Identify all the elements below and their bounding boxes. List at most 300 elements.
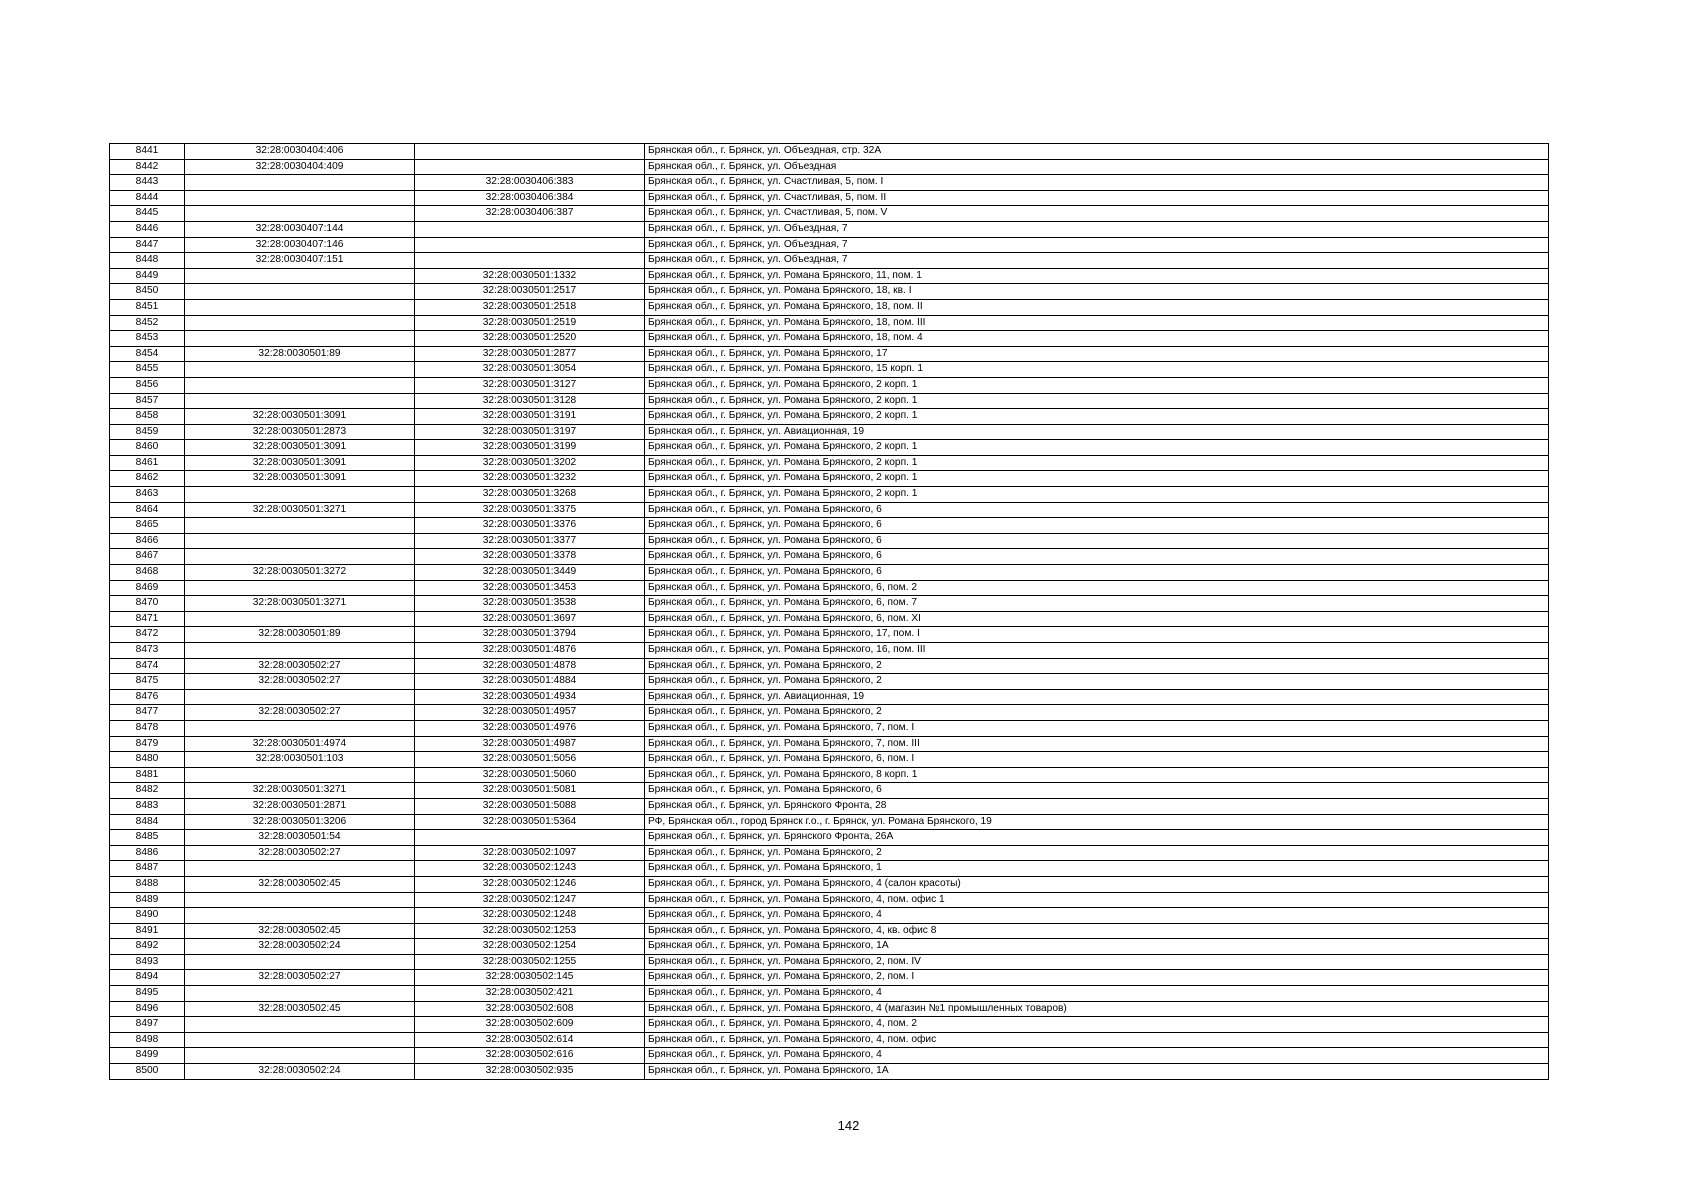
table-row — [110, 315, 1549, 331]
row-number-cell: 8456 — [110, 377, 185, 393]
table-row — [110, 908, 1549, 924]
row-number-cell: 8457 — [110, 393, 185, 409]
address-cell: Брянская обл., г. Брянск, ул. Брянского Фронта, 28 — [645, 798, 1549, 814]
row-number-cell: 8442 — [110, 159, 185, 175]
parent-cadastral-number-cell: 32:28:0030501:3091 — [185, 455, 415, 471]
parent-cadastral-number-cell: 32:28:0030501:3091 — [185, 440, 415, 456]
table-row — [110, 845, 1549, 861]
parent-cadastral-number-cell: 32:28:0030501:3271 — [185, 502, 415, 518]
table-row — [110, 954, 1549, 970]
parent-cadastral-number-cell: 32:28:0030501:3091 — [185, 471, 415, 487]
address-cell: Брянская обл., г. Брянск, ул. Романа Брянского, 4, кв. офис 8 — [645, 923, 1549, 939]
parent-cadastral-number-cell — [185, 206, 415, 222]
parent-cadastral-number-cell: 32:28:0030502:27 — [185, 658, 415, 674]
cadastral-number-cell: 32:28:0030502:1247 — [415, 892, 645, 908]
address-cell: Брянская обл., г. Брянск, ул. Романа Брянского, 2, пом. IV — [645, 954, 1549, 970]
cadastral-number-cell: 32:28:0030501:5364 — [415, 814, 645, 830]
row-number-cell: 8487 — [110, 861, 185, 877]
cadastral-number-cell: 32:28:0030501:5060 — [415, 767, 645, 783]
parent-cadastral-number-cell: 32:28:0030501:89 — [185, 627, 415, 643]
address-cell: Брянская обл., г. Брянск, ул. Объездная, 7 — [645, 253, 1549, 269]
address-cell: РФ, Брянская обл., город Брянск г.о., г. Брянск, ул. Романа Брянского, 19 — [645, 814, 1549, 830]
cadastral-number-cell: 32:28:0030501:2877 — [415, 346, 645, 362]
table-row — [110, 876, 1549, 892]
table-row — [110, 767, 1549, 783]
row-number-cell: 8475 — [110, 674, 185, 690]
cadastral-number-cell: 32:28:0030501:5081 — [415, 783, 645, 799]
parent-cadastral-number-cell — [185, 487, 415, 503]
row-number-cell: 8449 — [110, 268, 185, 284]
table-row — [110, 284, 1549, 300]
row-number-cell: 8492 — [110, 939, 185, 955]
cadastral-number-cell: 32:28:0030501:4934 — [415, 689, 645, 705]
row-number-cell: 8490 — [110, 908, 185, 924]
parent-cadastral-number-cell — [185, 689, 415, 705]
address-cell: Брянская обл., г. Брянск, ул. Романа Брянского, 8 корп. 1 — [645, 767, 1549, 783]
address-cell: Брянская обл., г. Брянск, ул. Романа Брянского, 1А — [645, 1064, 1549, 1080]
table-row — [110, 268, 1549, 284]
table-row — [110, 206, 1549, 222]
address-cell: Брянская обл., г. Брянск, ул. Романа Брянского, 4 — [645, 908, 1549, 924]
table-row — [110, 736, 1549, 752]
parent-cadastral-number-cell — [185, 549, 415, 565]
row-number-cell: 8458 — [110, 409, 185, 425]
parent-cadastral-number-cell — [185, 377, 415, 393]
row-number-cell: 8493 — [110, 954, 185, 970]
cadastral-number-cell: 32:28:0030501:5056 — [415, 752, 645, 768]
table-row — [110, 377, 1549, 393]
table-row — [110, 939, 1549, 955]
table-row — [110, 424, 1549, 440]
row-number-cell: 8455 — [110, 362, 185, 378]
cadastral-number-cell: 32:28:0030502:609 — [415, 1017, 645, 1033]
cadastral-number-cell: 32:28:0030501:2518 — [415, 299, 645, 315]
address-cell: Брянская обл., г. Брянск, ул. Объездная, 7 — [645, 237, 1549, 253]
address-cell: Брянская обл., г. Брянск, ул. Романа Брянского, 4, пом. 2 — [645, 1017, 1549, 1033]
cadastral-number-cell: 32:28:0030501:2519 — [415, 315, 645, 331]
parent-cadastral-number-cell — [185, 175, 415, 191]
address-cell: Брянская обл., г. Брянск, ул. Романа Брянского, 2 корп. 1 — [645, 455, 1549, 471]
parent-cadastral-number-cell — [185, 299, 415, 315]
parent-cadastral-number-cell: 32:28:0030502:24 — [185, 1064, 415, 1080]
address-cell: Брянская обл., г. Брянск, ул. Романа Брянского, 1 — [645, 861, 1549, 877]
table-row — [110, 720, 1549, 736]
row-number-cell: 8476 — [110, 689, 185, 705]
cadastral-number-cell: 32:28:0030502:1255 — [415, 954, 645, 970]
table-row — [110, 440, 1549, 456]
table-row — [110, 611, 1549, 627]
parent-cadastral-number-cell — [185, 986, 415, 1002]
cadastral-number-cell: 32:28:0030501:3191 — [415, 409, 645, 425]
row-number-cell: 8488 — [110, 876, 185, 892]
cadastral-number-cell — [415, 253, 645, 269]
address-cell: Брянская обл., г. Брянск, ул. Романа Брянского, 2 корп. 1 — [645, 377, 1549, 393]
row-number-cell: 8472 — [110, 627, 185, 643]
address-cell: Брянская обл., г. Брянск, ул. Романа Брянского, 11, пом. 1 — [645, 268, 1549, 284]
parent-cadastral-number-cell: 32:28:0030501:3272 — [185, 565, 415, 581]
row-number-cell: 8464 — [110, 502, 185, 518]
row-number-cell: 8454 — [110, 346, 185, 362]
row-number-cell: 8447 — [110, 237, 185, 253]
cadastral-number-cell: 32:28:0030501:3128 — [415, 393, 645, 409]
row-number-cell: 8485 — [110, 830, 185, 846]
address-cell: Брянская обл., г. Брянск, ул. Романа Брянского, 15 корп. 1 — [645, 362, 1549, 378]
table-row — [110, 455, 1549, 471]
row-number-cell: 8491 — [110, 923, 185, 939]
address-cell: Брянская обл., г. Брянск, ул. Романа Брянского, 2 корп. 1 — [645, 393, 1549, 409]
address-cell: Брянская обл., г. Брянск, ул. Романа Брянского, 18, кв. I — [645, 284, 1549, 300]
table-row — [110, 658, 1549, 674]
address-cell: Брянская обл., г. Брянск, ул. Романа Брянского, 7, пом. III — [645, 736, 1549, 752]
address-cell: Брянская обл., г. Брянск, ул. Романа Брянского, 7, пом. I — [645, 720, 1549, 736]
table-row — [110, 487, 1549, 503]
parent-cadastral-number-cell — [185, 580, 415, 596]
cadastral-number-cell: 32:28:0030501:1332 — [415, 268, 645, 284]
table-row — [110, 565, 1549, 581]
address-cell: Брянская обл., г. Брянск, ул. Романа Брянского, 6 — [645, 565, 1549, 581]
parent-cadastral-number-cell: 32:28:0030404:409 — [185, 159, 415, 175]
row-number-cell: 8468 — [110, 565, 185, 581]
parent-cadastral-number-cell — [185, 284, 415, 300]
row-number-cell: 8450 — [110, 284, 185, 300]
cadastral-number-cell: 32:28:0030502:935 — [415, 1064, 645, 1080]
address-cell: Брянская обл., г. Брянск, ул. Авиационная, 19 — [645, 424, 1549, 440]
parent-cadastral-number-cell — [185, 1032, 415, 1048]
cadastral-number-cell: 32:28:0030502:1097 — [415, 845, 645, 861]
parent-cadastral-number-cell — [185, 393, 415, 409]
parent-cadastral-number-cell: 32:28:0030501:2873 — [185, 424, 415, 440]
table-row — [110, 627, 1549, 643]
cadastral-number-cell: 32:28:0030501:4884 — [415, 674, 645, 690]
address-cell: Брянская обл., г. Брянск, ул. Романа Брянского, 4 — [645, 1048, 1549, 1064]
row-number-cell: 8486 — [110, 845, 185, 861]
row-number-cell: 8466 — [110, 533, 185, 549]
row-number-cell: 8465 — [110, 518, 185, 534]
parent-cadastral-number-cell: 32:28:0030501:103 — [185, 752, 415, 768]
table-row — [110, 580, 1549, 596]
row-number-cell: 8494 — [110, 970, 185, 986]
cadastral-number-cell: 32:28:0030406:383 — [415, 175, 645, 191]
cadastral-number-cell: 32:28:0030502:614 — [415, 1032, 645, 1048]
table-row — [110, 986, 1549, 1002]
cadastral-number-cell: 32:28:0030501:3232 — [415, 471, 645, 487]
row-number-cell: 8473 — [110, 643, 185, 659]
cadastral-number-cell: 32:28:0030501:4878 — [415, 658, 645, 674]
cadastral-number-cell: 32:28:0030501:3127 — [415, 377, 645, 393]
table-row — [110, 159, 1549, 175]
row-number-cell: 8498 — [110, 1032, 185, 1048]
cadastral-number-cell: 32:28:0030501:3794 — [415, 627, 645, 643]
address-cell: Брянская обл., г. Брянск, ул. Романа Брянского, 6 — [645, 783, 1549, 799]
address-cell: Брянская обл., г. Брянск, ул. Объездная, стр. 32А — [645, 144, 1549, 160]
cadastral-number-cell — [415, 830, 645, 846]
row-number-cell: 8451 — [110, 299, 185, 315]
address-cell: Брянская обл., г. Брянск, ул. Романа Брянского, 4 (магазин №1 промышленных товаров) — [645, 1001, 1549, 1017]
registry-table — [109, 143, 1549, 1080]
row-number-cell: 8461 — [110, 455, 185, 471]
address-cell: Брянская обл., г. Брянск, ул. Романа Брянского, 6 — [645, 502, 1549, 518]
address-cell: Брянская обл., г. Брянск, ул. Романа Брянского, 2 корп. 1 — [645, 409, 1549, 425]
row-number-cell: 8462 — [110, 471, 185, 487]
cadastral-number-cell — [415, 237, 645, 253]
parent-cadastral-number-cell: 32:28:0030404:406 — [185, 144, 415, 160]
table-row — [110, 783, 1549, 799]
parent-cadastral-number-cell — [185, 611, 415, 627]
table-row — [110, 471, 1549, 487]
row-number-cell: 8481 — [110, 767, 185, 783]
cadastral-number-cell — [415, 144, 645, 160]
table-row — [110, 502, 1549, 518]
address-cell: Брянская обл., г. Брянск, ул. Объездная — [645, 159, 1549, 175]
cadastral-number-cell: 32:28:0030501:3054 — [415, 362, 645, 378]
address-cell: Брянская обл., г. Брянск, ул. Романа Брянского, 18, пом. III — [645, 315, 1549, 331]
cadastral-number-cell: 32:28:0030502:1253 — [415, 923, 645, 939]
row-number-cell: 8445 — [110, 206, 185, 222]
table-row — [110, 1032, 1549, 1048]
row-number-cell: 8500 — [110, 1064, 185, 1080]
cadastral-number-cell: 32:28:0030501:2520 — [415, 331, 645, 347]
table-row — [110, 705, 1549, 721]
table-row — [110, 689, 1549, 705]
address-cell: Брянская обл., г. Брянск, ул. Романа Брянского, 2 — [645, 674, 1549, 690]
cadastral-number-cell: 32:28:0030502:616 — [415, 1048, 645, 1064]
table-row — [110, 237, 1549, 253]
parent-cadastral-number-cell — [185, 908, 415, 924]
cadastral-number-cell: 32:28:0030501:3376 — [415, 518, 645, 534]
row-number-cell: 8471 — [110, 611, 185, 627]
parent-cadastral-number-cell — [185, 1017, 415, 1033]
row-number-cell: 8459 — [110, 424, 185, 440]
table-row — [110, 923, 1549, 939]
table-row — [110, 596, 1549, 612]
address-cell: Брянская обл., г. Брянск, ул. Романа Брянского, 6, пом. XI — [645, 611, 1549, 627]
address-cell: Брянская обл., г. Брянск, ул. Романа Брянского, 2 корп. 1 — [645, 487, 1549, 503]
page-number: 142 — [837, 1118, 860, 1133]
parent-cadastral-number-cell — [185, 362, 415, 378]
row-number-cell: 8467 — [110, 549, 185, 565]
parent-cadastral-number-cell: 32:28:0030501:3271 — [185, 596, 415, 612]
row-number-cell: 8479 — [110, 736, 185, 752]
table-row — [110, 1048, 1549, 1064]
parent-cadastral-number-cell: 32:28:0030502:24 — [185, 939, 415, 955]
address-cell: Брянская обл., г. Брянск, ул. Романа Брянского, 1А — [645, 939, 1549, 955]
cadastral-number-cell — [415, 159, 645, 175]
address-cell: Брянская обл., г. Брянск, ул. Романа Брянского, 2, пом. I — [645, 970, 1549, 986]
address-cell: Брянская обл., г. Брянск, ул. Романа Брянского, 2 — [645, 658, 1549, 674]
row-number-cell: 8470 — [110, 596, 185, 612]
cadastral-number-cell: 32:28:0030501:3453 — [415, 580, 645, 596]
cadastral-number-cell: 32:28:0030501:3375 — [415, 502, 645, 518]
address-cell: Брянская обл., г. Брянск, ул. Романа Брянского, 6 — [645, 549, 1549, 565]
address-cell: Брянская обл., г. Брянск, ул. Счастливая, 5, пом. V — [645, 206, 1549, 222]
table-row — [110, 970, 1549, 986]
address-cell: Брянская обл., г. Брянск, ул. Романа Брянского, 18, пом. II — [645, 299, 1549, 315]
cadastral-number-cell: 32:28:0030502:421 — [415, 986, 645, 1002]
table-row — [110, 892, 1549, 908]
table-row — [110, 144, 1549, 160]
row-number-cell: 8452 — [110, 315, 185, 331]
parent-cadastral-number-cell: 32:28:0030502:27 — [185, 674, 415, 690]
cadastral-number-cell: 32:28:0030501:4957 — [415, 705, 645, 721]
row-number-cell: 8463 — [110, 487, 185, 503]
row-number-cell: 8469 — [110, 580, 185, 596]
row-number-cell: 8478 — [110, 720, 185, 736]
address-cell: Брянская обл., г. Брянск, ул. Романа Брянского, 6, пом. 7 — [645, 596, 1549, 612]
table-row — [110, 674, 1549, 690]
cadastral-number-cell: 32:28:0030406:387 — [415, 206, 645, 222]
row-number-cell: 8446 — [110, 221, 185, 237]
parent-cadastral-number-cell: 32:28:0030502:45 — [185, 876, 415, 892]
address-cell: Брянская обл., г. Брянск, ул. Романа Брянского, 4 — [645, 986, 1549, 1002]
address-cell: Брянская обл., г. Брянск, ул. Счастливая, 5, пом. II — [645, 190, 1549, 206]
table-row — [110, 346, 1549, 362]
address-cell: Брянская обл., г. Брянск, ул. Романа Брянского, 2 — [645, 705, 1549, 721]
address-cell: Брянская обл., г. Брянск, ул. Романа Брянского, 2 корп. 1 — [645, 471, 1549, 487]
row-number-cell: 8489 — [110, 892, 185, 908]
table-row — [110, 221, 1549, 237]
cadastral-number-cell: 32:28:0030501:3197 — [415, 424, 645, 440]
parent-cadastral-number-cell — [185, 315, 415, 331]
table-row — [110, 533, 1549, 549]
address-cell: Брянская обл., г. Брянск, ул. Романа Брянского, 6 — [645, 518, 1549, 534]
parent-cadastral-number-cell: 32:28:0030407:151 — [185, 253, 415, 269]
table-row — [110, 861, 1549, 877]
row-number-cell: 8497 — [110, 1017, 185, 1033]
cadastral-number-cell: 32:28:0030406:384 — [415, 190, 645, 206]
cadastral-number-cell: 32:28:0030502:1248 — [415, 908, 645, 924]
table-row — [110, 643, 1549, 659]
cadastral-number-cell: 32:28:0030501:3697 — [415, 611, 645, 627]
cadastral-number-cell: 32:28:0030501:4876 — [415, 643, 645, 659]
address-cell: Брянская обл., г. Брянск, ул. Романа Брянского, 6 — [645, 533, 1549, 549]
address-cell: Брянская обл., г. Брянск, ул. Романа Брянского, 4, пом. офис — [645, 1032, 1549, 1048]
table-row — [110, 814, 1549, 830]
parent-cadastral-number-cell: 32:28:0030501:3206 — [185, 814, 415, 830]
parent-cadastral-number-cell — [185, 190, 415, 206]
cadastral-number-cell: 32:28:0030502:1243 — [415, 861, 645, 877]
cadastral-number-cell: 32:28:0030501:3378 — [415, 549, 645, 565]
address-cell: Брянская обл., г. Брянск, ул. Романа Брянского, 18, пом. 4 — [645, 331, 1549, 347]
address-cell: Брянская обл., г. Брянск, ул. Романа Брянского, 17 — [645, 346, 1549, 362]
cadastral-number-cell: 32:28:0030502:1254 — [415, 939, 645, 955]
cadastral-number-cell: 32:28:0030501:3199 — [415, 440, 645, 456]
parent-cadastral-number-cell — [185, 331, 415, 347]
parent-cadastral-number-cell — [185, 720, 415, 736]
parent-cadastral-number-cell: 32:28:0030501:3271 — [185, 783, 415, 799]
cadastral-number-cell: 32:28:0030501:3202 — [415, 455, 645, 471]
parent-cadastral-number-cell: 32:28:0030501:54 — [185, 830, 415, 846]
table-row — [110, 798, 1549, 814]
parent-cadastral-number-cell: 32:28:0030502:45 — [185, 1001, 415, 1017]
row-number-cell: 8441 — [110, 144, 185, 160]
parent-cadastral-number-cell: 32:28:0030501:4974 — [185, 736, 415, 752]
parent-cadastral-number-cell: 32:28:0030407:146 — [185, 237, 415, 253]
cadastral-number-cell: 32:28:0030501:3377 — [415, 533, 645, 549]
parent-cadastral-number-cell: 32:28:0030501:3091 — [185, 409, 415, 425]
parent-cadastral-number-cell: 32:28:0030501:2871 — [185, 798, 415, 814]
registry-table-body — [110, 144, 1549, 1080]
table-row — [110, 393, 1549, 409]
row-number-cell: 8460 — [110, 440, 185, 456]
address-cell: Брянская обл., г. Брянск, ул. Объездная, 7 — [645, 221, 1549, 237]
address-cell: Брянская обл., г. Брянск, ул. Счастливая, 5, пом. I — [645, 175, 1549, 191]
cadastral-number-cell: 32:28:0030502:145 — [415, 970, 645, 986]
cadastral-number-cell: 32:28:0030501:4976 — [415, 720, 645, 736]
table-row — [110, 331, 1549, 347]
parent-cadastral-number-cell — [185, 861, 415, 877]
parent-cadastral-number-cell — [185, 518, 415, 534]
row-number-cell: 8496 — [110, 1001, 185, 1017]
cadastral-number-cell: 32:28:0030501:5088 — [415, 798, 645, 814]
table-row — [110, 1001, 1549, 1017]
parent-cadastral-number-cell: 32:28:0030407:144 — [185, 221, 415, 237]
table-row — [110, 299, 1549, 315]
address-cell: Брянская обл., г. Брянск, ул. Романа Брянского, 6, пом. 2 — [645, 580, 1549, 596]
cadastral-number-cell: 32:28:0030502:1246 — [415, 876, 645, 892]
table-row — [110, 1017, 1549, 1033]
cadastral-number-cell: 32:28:0030502:608 — [415, 1001, 645, 1017]
address-cell: Брянская обл., г. Брянск, ул. Романа Брянского, 2 — [645, 845, 1549, 861]
row-number-cell: 8483 — [110, 798, 185, 814]
cadastral-number-cell: 32:28:0030501:2517 — [415, 284, 645, 300]
parent-cadastral-number-cell — [185, 643, 415, 659]
address-cell: Брянская обл., г. Брянск, ул. Романа Брянского, 4, пом. офис 1 — [645, 892, 1549, 908]
row-number-cell: 8480 — [110, 752, 185, 768]
parent-cadastral-number-cell: 32:28:0030502:27 — [185, 970, 415, 986]
row-number-cell: 8443 — [110, 175, 185, 191]
table-row — [110, 752, 1549, 768]
row-number-cell: 8477 — [110, 705, 185, 721]
address-cell: Брянская обл., г. Брянск, ул. Авиационная, 19 — [645, 689, 1549, 705]
table-row — [110, 549, 1549, 565]
table-row — [110, 253, 1549, 269]
address-cell: Брянская обл., г. Брянск, ул. Брянского Фронта, 26А — [645, 830, 1549, 846]
parent-cadastral-number-cell: 32:28:0030502:27 — [185, 705, 415, 721]
cadastral-number-cell: 32:28:0030501:3449 — [415, 565, 645, 581]
row-number-cell: 8453 — [110, 331, 185, 347]
parent-cadastral-number-cell — [185, 1048, 415, 1064]
parent-cadastral-number-cell — [185, 533, 415, 549]
parent-cadastral-number-cell — [185, 892, 415, 908]
address-cell: Брянская обл., г. Брянск, ул. Романа Брянского, 2 корп. 1 — [645, 440, 1549, 456]
table-row — [110, 830, 1549, 846]
address-cell: Брянская обл., г. Брянск, ул. Романа Брянского, 6, пом. I — [645, 752, 1549, 768]
row-number-cell: 8448 — [110, 253, 185, 269]
address-cell: Брянская обл., г. Брянск, ул. Романа Брянского, 16, пом. III — [645, 643, 1549, 659]
row-number-cell: 8499 — [110, 1048, 185, 1064]
row-number-cell: 8482 — [110, 783, 185, 799]
parent-cadastral-number-cell — [185, 767, 415, 783]
table-row — [110, 1064, 1549, 1080]
parent-cadastral-number-cell: 32:28:0030502:27 — [185, 845, 415, 861]
row-number-cell: 8444 — [110, 190, 185, 206]
table-row — [110, 409, 1549, 425]
table-row — [110, 175, 1549, 191]
cadastral-number-cell — [415, 221, 645, 237]
cadastral-number-cell: 32:28:0030501:3268 — [415, 487, 645, 503]
table-row — [110, 518, 1549, 534]
row-number-cell: 8484 — [110, 814, 185, 830]
address-cell: Брянская обл., г. Брянск, ул. Романа Брянского, 4 (салон красоты) — [645, 876, 1549, 892]
parent-cadastral-number-cell: 32:28:0030502:45 — [185, 923, 415, 939]
row-number-cell: 8474 — [110, 658, 185, 674]
parent-cadastral-number-cell: 32:28:0030501:89 — [185, 346, 415, 362]
cadastral-number-cell: 32:28:0030501:4987 — [415, 736, 645, 752]
table-row — [110, 190, 1549, 206]
parent-cadastral-number-cell — [185, 954, 415, 970]
table-row — [110, 362, 1549, 378]
cadastral-number-cell: 32:28:0030501:3538 — [415, 596, 645, 612]
